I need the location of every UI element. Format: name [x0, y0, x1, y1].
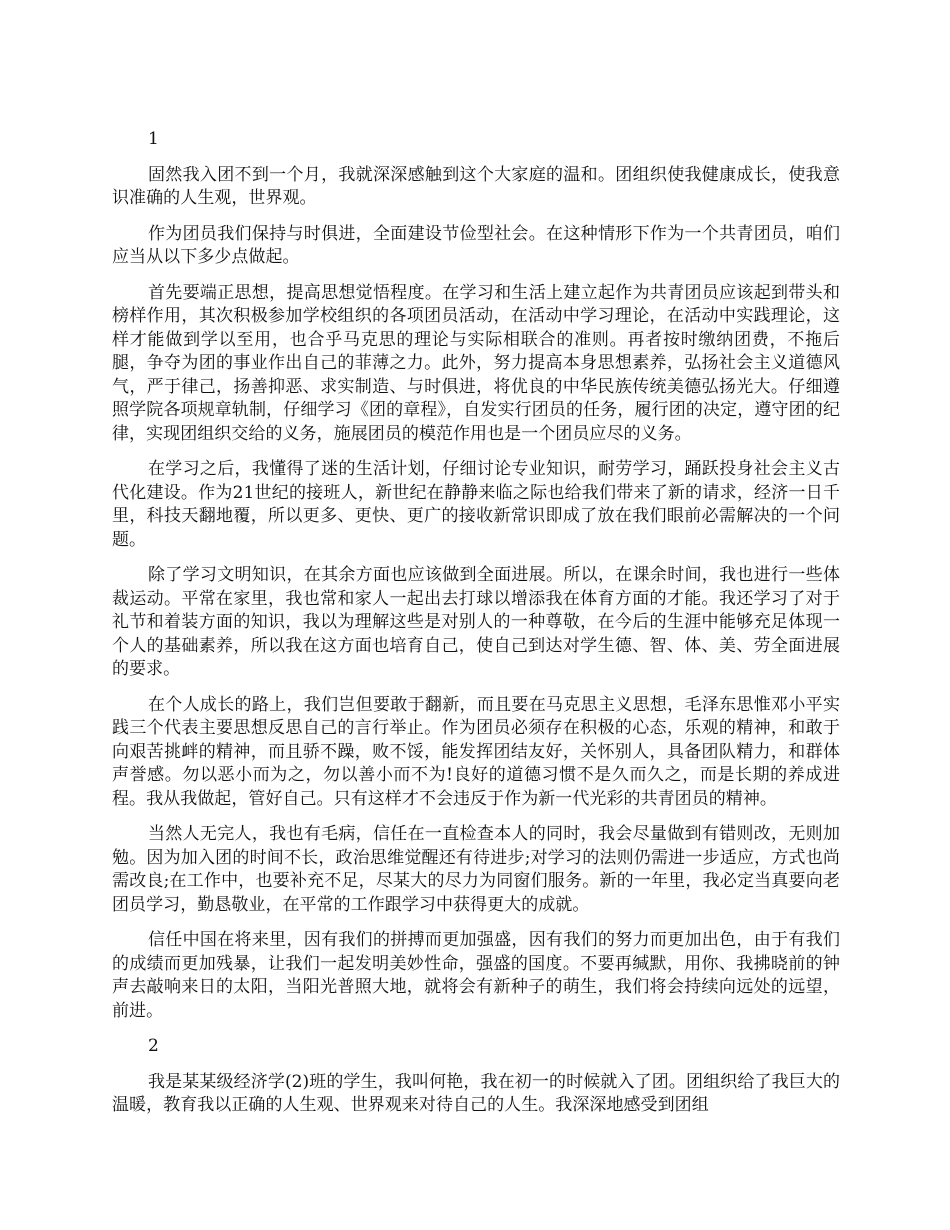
paragraph: 在学习之后，我懂得了迷的生活计划，仔细讨论专业知识，耐劳学习，踊跃投身社会主义古代化建设。作为21世纪的接班人，新世纪在静静来临之际也给我们带来了新的请求，经济一日千里，科技天翻地覆，所以更多、更快、更广的接收新常识即成了放在我们眼前必需解决的一个问题。 [112, 459, 840, 550]
document-body [112, 128, 840, 1130]
paragraph: 当然人无完人，我也有毛病，信任在一直检查本人的同时，我会尽量做到有错则改，无则加勉。因为加入团的时间不长，政治思维觉醒还有待进步;对学习的法则仍需进一步适应，方式也尚需改良;在工作中，也要补充不足，尽某大的尽力为同窗们服务。新的一年里，我必定当真要向老团员学习，勤恳敬业，在平常的工作跟学习中获得更大的成就。 [112, 824, 840, 915]
section-number: 2 [148, 1036, 159, 1056]
paragraph: 除了学习文明知识，在其余方面也应该做到全面进展。所以，在课余时间，我也进行一些体裁运动。平常在家里，我也常和家人一起出去打球以增添我在体育方面的才能。我还学习了对于礼节和着装方面的知识，我以为理解这些是对别人的一种尊敬，在今后的生涯中能够充足体现一个人的基础素养，所以我在这方面也培育自己，使自己到达对学生德、智、体、美、劳全面进展的要求。 [112, 565, 840, 679]
paragraph: 固然我入团不到一个月，我就深深感触到这个大家庭的温和。团组织使我健康成长，使我意识准确的人生观，世界观。 [112, 164, 840, 208]
paragraph: 信任中国在将来里，因有我们的拼搏而更加强盛，因有我们的努力而更加出色，由于有我们的成绩而更加残暴，让我们一起发明美妙性命，强盛的国度。不要再缄默，用你、我拂晓前的钟声去敲响来日的太阳，当阳光普照大地，就将会有新种子的萌生，我们将会持续向远处的远望，前进。 [112, 930, 840, 1021]
paragraph: 在个人成长的路上，我们岂但要敢于翻新，而且要在马克思主义思想，毛泽东思惟邓小平实践三个代表主要思想反思自己的言行举止。作为团员必须存在积极的心态，乐观的精神，和敢于向艰苦挑衅的精神，而且骄不躁，败不馁，能发挥团结友好，关怀别人，具备团队精力，和群体声誉感。勿以恶小而为之，勿以善小而不为!良好的道德习惯不是久而久之，而是长期的养成进程。我从我做起，管好自己。只有这样才不会违反于作为新一代光彩的共青团员的精神。 [112, 694, 840, 809]
section-number: 1 [148, 129, 159, 149]
paragraph: 作为团员我们保持与时俱进，全面建设节俭型社会。在这种情形下作为一个共青团员，咱们应当从以下多少点做起。 [112, 223, 840, 267]
paragraph: 首先要端正思想，提高思想觉悟程度。在学习和生活上建立起作为共青团员应该起到带头和榜样作用，其次积极参加学校组织的各项团员活动，在活动中学习理论，在活动中实践理论，这样才能做到学以至用，也合乎马克思的理论与实际相联合的准则。再者按时缴纳团费，不拖后腿，争夺为团的事业作出自己的菲薄之力。此外，努力提高本身思想素养，弘扬社会主义道德风气，严于律己，扬善抑恶、求实制造、与时俱进，将优良的中华民族传统美德弘扬光大。仔细遵照学院各项规章轨制，仔细学习《团的章程》，自发实行团员的任务，履行团的决定，遵守团的纪律，实现团组织交给的义务，施展团员的模范作用也是一个团员应尽的义务。 [112, 282, 840, 444]
paragraph: 我是某某级经济学(2)班的学生，我叫何艳，我在初一的时候就入了团。团组织给了我巨大的温暖，教育我以正确的人生观、世界观来对待自己的人生。我深深地感受到团组 [112, 1071, 840, 1115]
